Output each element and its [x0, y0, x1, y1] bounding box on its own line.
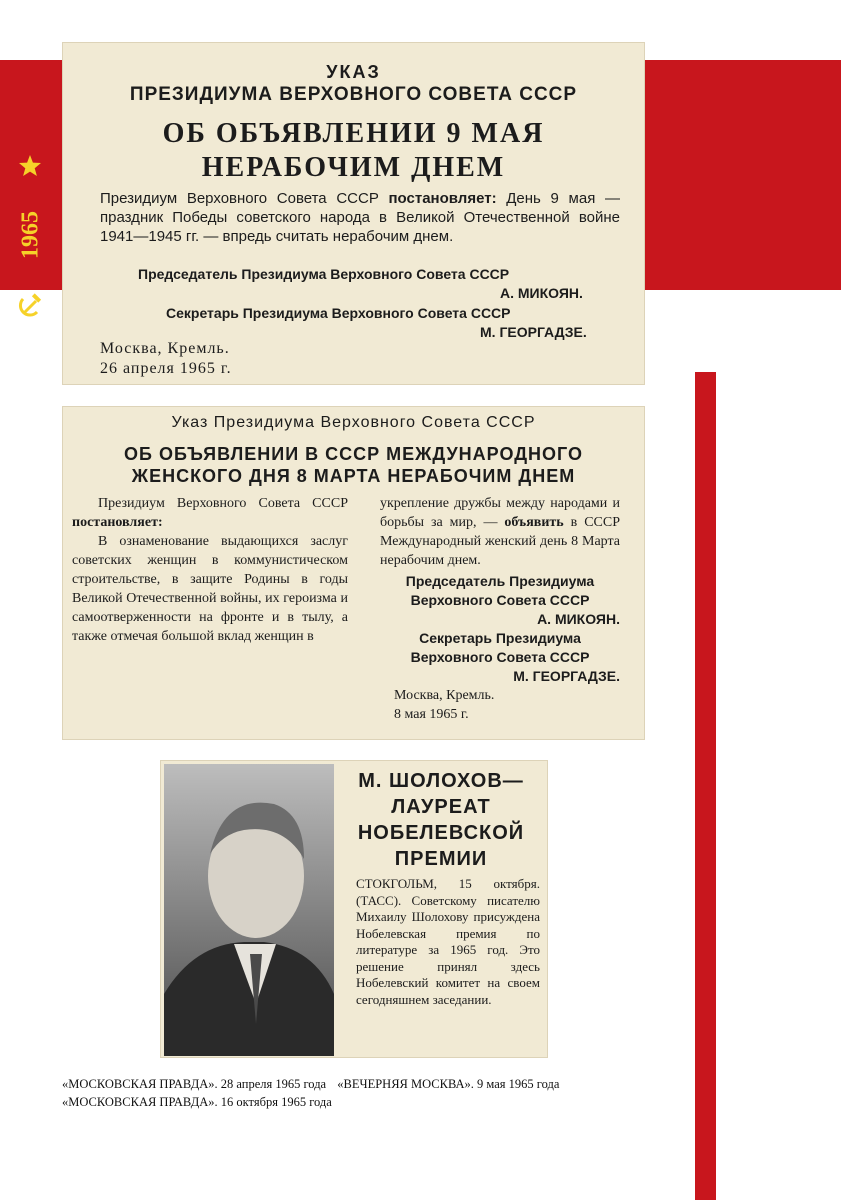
decree2-left-body: В ознаменование выдающихся заслуг советских женщин в коммунистическом строительстве, в защите Родины в годы Великой Отечественной войны, их героизма и самоотверженности на фронте и в тылу, а также отмечая большой вклад женщин в	[72, 534, 348, 644]
decree-eyebrow: УКАЗ	[326, 62, 381, 82]
source-captions	[62, 1075, 692, 1111]
caption-2: «ВЕЧЕРНЯЯ МОСКВА». 9 мая 1965 года	[337, 1077, 560, 1091]
sholokhov-headline-2: ЛАУРЕАТ	[391, 796, 491, 818]
decree2-place: Москва, Кремль.	[394, 688, 495, 703]
decree2-right-column	[380, 494, 620, 724]
decree2-sig1-title: Председатель Президиума Верховного Совета СССР	[405, 573, 595, 608]
signature-2-name: М. ГЕОРГАДЗЕ.	[480, 324, 587, 340]
signature-2-title: Секретарь Президиума Верховного Совета СССР	[166, 305, 511, 321]
red-vertical-bar	[695, 372, 716, 1200]
decree2-date: 8 мая 1965 г.	[394, 707, 469, 722]
decree2-eyebrow: Указ Президиума Верховного Совета СССР	[171, 414, 536, 431]
decree-intro-bold: постановляет:	[388, 190, 497, 207]
sholokhov-headline-3: НОБЕЛЕВСКОЙ	[357, 822, 525, 844]
hammer-sickle-icon	[17, 293, 43, 319]
clipping-may9-decree	[62, 42, 645, 385]
sholokhov-headline-1: М. ШОЛОХОВ—	[358, 770, 524, 792]
decree2-sig2-title: Секретарь Президиума Верховного Совета СССР	[410, 630, 590, 665]
decree2-sig2-name: М. ГЕОРГАДЗЕ.	[513, 668, 620, 684]
decree-body	[100, 189, 620, 246]
clipping-sholokhov-nobel	[160, 760, 548, 1058]
star-icon	[18, 154, 42, 178]
decree2-intro: Президиум Верховного Совета СССР	[98, 496, 348, 511]
year-label: 1965	[17, 211, 44, 259]
decree2-headline-1: ОБ ОБЪЯВЛЕНИИ В СССР МЕЖДУНАРОДНОГО	[124, 444, 583, 464]
caption-3: «МОСКОВСКАЯ ПРАВДА». 16 октября 1965 года	[62, 1095, 332, 1109]
decree2-sig1-name: А. МИКОЯН.	[537, 611, 620, 627]
sholokhov-headline-4: ПРЕМИИ	[394, 848, 488, 870]
decree2-intro-bold: постановляет:	[72, 515, 163, 530]
decree-text: День 9 мая — праздник Победы советского народа в Великой Отечественной войне 1941—1945 гг. — впредь считать нерабочим днем.	[100, 190, 620, 245]
decree-intro: Президиум Верховного Совета СССР	[100, 190, 379, 207]
decree2-right-bold: объявить	[504, 515, 564, 530]
signature-1-name: А. МИКОЯН.	[500, 285, 583, 301]
decree2-right-post: в СССР Международный женский день 8 Марта нерабочим днем.	[380, 515, 621, 568]
caption-1: «МОСКОВСКАЯ ПРАВДА». 28 апреля 1965 года	[62, 1077, 327, 1091]
decree2-right-pre: укрепление дружбы между народами и борьбы за мир, —	[380, 496, 620, 530]
decree-headline-2: НЕРАБОЧИМ ДНЕМ	[201, 152, 506, 183]
decree-place-date	[100, 339, 232, 379]
decree2-headline-2: ЖЕНСКОГО ДНЯ 8 МАРТА НЕРАБОЧИМ ДНЕМ	[131, 466, 576, 486]
portrait-photo	[164, 764, 334, 1056]
decree2-left-column	[72, 494, 348, 646]
decree-issuer: ПРЕЗИДИУМА ВЕРХОВНОГО СОВЕТА СССР	[129, 84, 578, 105]
clipping-march8-decree	[62, 406, 645, 740]
sholokhov-body: СТОКГОЛЬМ, 15 октября. (ТАСС). Советскому писателю Михаилу Шолохову присуждена Нобелевская премия по литературе за 1965 год. Это решение принял здесь Нобелевский комитет на своем сегодняшнем заседании.	[356, 876, 540, 1007]
decree-headline-1: ОБ ОБЪЯВЛЕНИИ 9 МАЯ	[162, 118, 545, 149]
year-strip	[0, 60, 62, 290]
decree-date: 26 апреля 1965 г.	[100, 360, 232, 377]
portrait-silhouette	[164, 764, 334, 1056]
decree-place: Москва, Кремль.	[100, 340, 230, 357]
signature-1-title: Председатель Президиума Верховного Совета СССР	[138, 266, 510, 282]
